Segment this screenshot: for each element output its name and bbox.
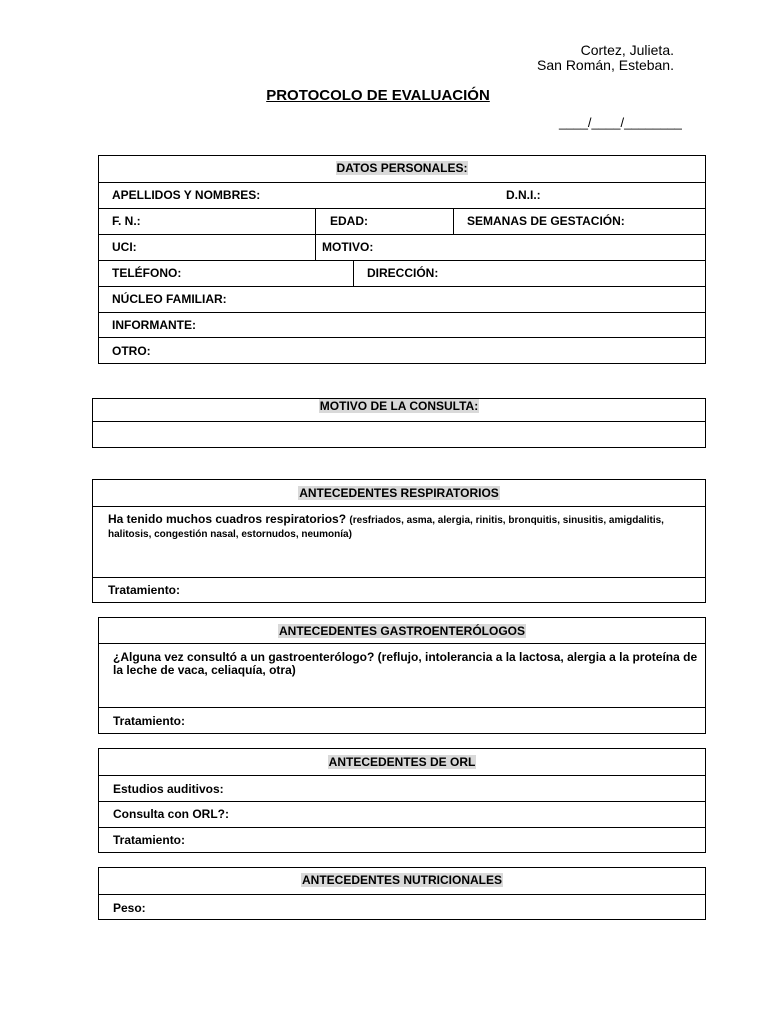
fn-field[interactable]: F. N.: [112, 214, 141, 228]
author-2: San Román, Esteban. [537, 57, 674, 73]
direccion-field[interactable]: DIRECCIÓN: [367, 266, 439, 280]
estudios-auditivos-field[interactable]: Estudios auditivos: [113, 782, 224, 796]
gastro-heading: ANTECEDENTES GASTROENTERÓLOGOS [278, 624, 526, 638]
orl-tratamiento-field[interactable]: Tratamiento: [113, 833, 186, 847]
motivo-field[interactable]: MOTIVO: [322, 240, 374, 254]
orl-heading: ANTECEDENTES DE ORL [328, 755, 476, 769]
author-1: Cortez, Julieta. [580, 42, 674, 58]
date-line: ____/____/________ [559, 115, 682, 130]
motivo-consulta-input[interactable] [93, 423, 705, 445]
peso-field[interactable]: Peso: [113, 901, 146, 915]
datos-personales-table [98, 155, 706, 364]
motivo-consulta-table [92, 398, 706, 448]
otro-field[interactable]: OTRO: [112, 344, 151, 358]
dni-field[interactable]: D.N.I.: [506, 188, 541, 202]
semanas-gestacion-field[interactable]: SEMANAS DE GESTACIÓN: [467, 214, 625, 228]
gastro-table [98, 617, 706, 734]
respiratorios-tratamiento-field[interactable]: Tratamiento: [108, 583, 181, 597]
authors [537, 43, 674, 73]
edad-field[interactable]: EDAD: [330, 214, 368, 228]
respiratorios-question[interactable]: Ha tenido muchos cuadros respiratorios? (resfriados, asma, alergia, rinitis, bronquitis, sinusitis, amigdalitis, halitosis, congestión nasal, estornudos, neumonía) [108, 512, 664, 540]
telefono-field[interactable]: TELÉFONO: [112, 266, 182, 280]
consulta-orl-field[interactable]: Consulta con ORL?: [113, 807, 229, 821]
gastro-question[interactable]: ¿Alguna vez consultó a un gastroenterólogo? (reflujo, intolerancia a la lactosa, alergia a la proteína de la leche de vaca, celiaquía, otra) [113, 650, 698, 677]
nutricionales-table [98, 867, 706, 920]
datos-personales-heading: DATOS PERSONALES: [336, 161, 468, 175]
gastro-tratamiento-field[interactable]: Tratamiento: [113, 714, 186, 728]
orl-table [98, 748, 706, 853]
uci-field[interactable]: UCI: [112, 240, 137, 254]
respiratorios-table [92, 479, 706, 603]
nutricionales-heading: ANTECEDENTES NUTRICIONALES [301, 873, 502, 887]
nucleo-familiar-field[interactable]: NÚCLEO FAMILIAR: [112, 292, 227, 306]
informante-field[interactable]: INFORMANTE: [112, 318, 196, 332]
respiratorios-heading: ANTECEDENTES RESPIRATORIOS [299, 486, 499, 500]
motivo-consulta-heading: MOTIVO DE LA CONSULTA: [319, 399, 479, 413]
page-title: PROTOCOLO DE EVALUACIÓN [266, 87, 490, 104]
apellidos-field[interactable]: APELLIDOS Y NOMBRES: [112, 188, 261, 202]
